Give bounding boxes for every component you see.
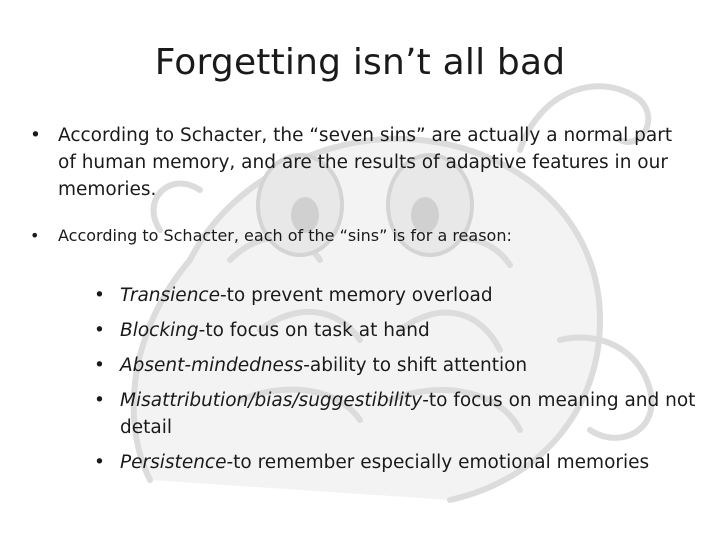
bullet-dot-icon: • (94, 355, 105, 376)
bullet-dot-icon: • (30, 226, 40, 245)
bullet-item (30, 225, 690, 247)
slide-title: Forgetting isn’t all bad (154, 42, 566, 83)
sin-item-absent-mindedness (92, 352, 702, 379)
sin-term: Persistence (120, 452, 227, 473)
sin-term: Transience (120, 285, 220, 306)
bullet-dot-icon: • (94, 320, 105, 341)
bullet-item (30, 122, 690, 203)
main-bullet-list (30, 122, 690, 247)
sin-reason: -to remember especially emotional memories (226, 452, 650, 473)
bullet-dot-icon: • (30, 125, 41, 146)
sin-item-blocking (92, 317, 702, 344)
bullet-text: According to Schacter, the “seven sins” are actually a normal part of human memory, and are the results of adaptive features in our memories. (58, 125, 673, 200)
sin-item-transience (92, 282, 702, 309)
sin-item-misattribution (92, 387, 702, 441)
bullet-dot-icon: • (94, 285, 105, 306)
sin-term: Absent-mindedness (120, 355, 304, 376)
sin-term: Misattribution/bias/suggestibility (120, 390, 423, 411)
sin-reason: -to focus on task at hand (198, 320, 430, 341)
sin-reason: -to prevent memory overload (219, 285, 493, 306)
bullet-dot-icon: • (94, 452, 105, 473)
bullet-text: According to Schacter, each of the “sins” is for a reason: (58, 226, 512, 245)
bullet-dot-icon: • (94, 390, 105, 411)
sin-item-persistence (92, 449, 702, 476)
sin-reason: -ability to shift attention (303, 355, 528, 376)
sin-reason: -to focus on meaning and not detail (120, 390, 696, 438)
sin-term: Blocking (120, 320, 199, 341)
sin-reasons-list (92, 282, 702, 484)
